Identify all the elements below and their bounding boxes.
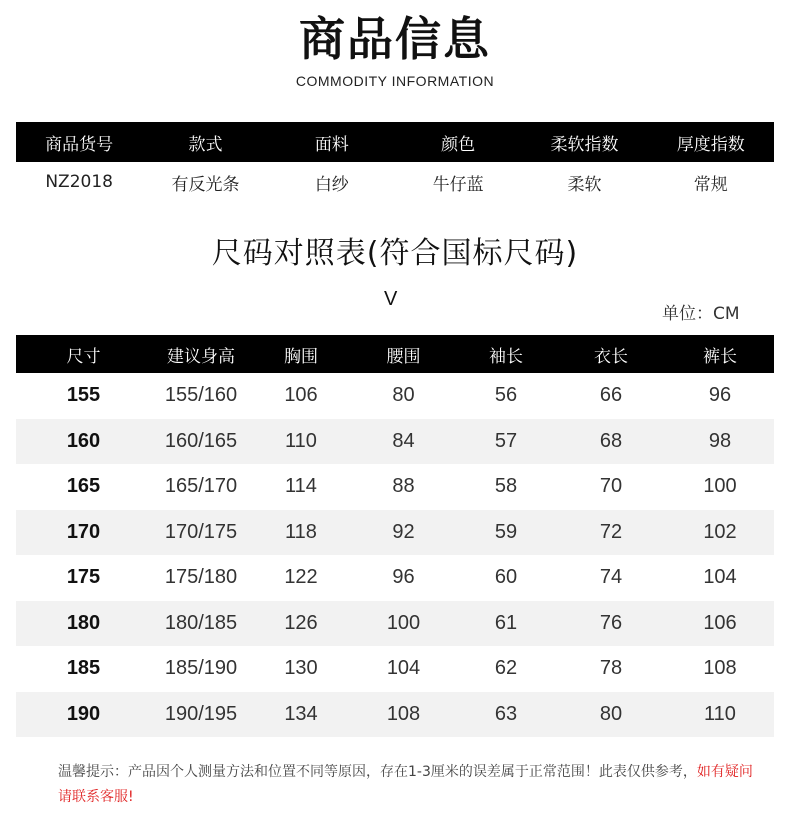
size-header-cell: 腰围 bbox=[386, 346, 421, 367]
size-cell: 185 bbox=[66, 657, 101, 680]
table-row bbox=[16, 464, 774, 510]
table-cell: 92 bbox=[392, 520, 415, 543]
note-text: 温馨提示：产品因个人测量方法和位置不同等原因，存在1-3厘米的误差属于正常范围！此表仅供参考， bbox=[58, 764, 697, 780]
size-chart-mark: V bbox=[384, 288, 398, 310]
table-cell: 180/185 bbox=[164, 611, 238, 634]
size-cell: 190 bbox=[66, 702, 101, 725]
table-row bbox=[16, 555, 774, 601]
info-value-cell: 白纱 bbox=[314, 174, 349, 195]
size-table-header bbox=[16, 335, 774, 373]
table-row bbox=[16, 692, 774, 738]
info-value-cell: NZ2018 bbox=[45, 172, 113, 192]
table-cell: 170/175 bbox=[164, 520, 238, 543]
table-row bbox=[16, 373, 774, 419]
table-cell: 96 bbox=[708, 384, 732, 407]
table-cell: 68 bbox=[599, 429, 623, 452]
table-cell: 160/165 bbox=[164, 429, 238, 452]
table-cell: 74 bbox=[599, 566, 623, 589]
info-header-cell: 商品货号 bbox=[45, 134, 114, 155]
size-chart-title: 尺码对照表(符合国标尺码) bbox=[211, 236, 579, 271]
size-header-cell: 建议身高 bbox=[167, 346, 235, 367]
size-header-cell: 胸围 bbox=[284, 346, 318, 367]
size-header-cell: 裤长 bbox=[703, 346, 737, 367]
size-cell: 165 bbox=[66, 475, 101, 498]
size-cell: 160 bbox=[66, 429, 101, 452]
info-header-cell: 颜色 bbox=[441, 134, 476, 155]
table-cell: 190/195 bbox=[164, 702, 238, 725]
unit-label: 单位：CM bbox=[662, 304, 740, 324]
size-header-cell: 衣长 bbox=[594, 346, 628, 367]
table-cell: 59 bbox=[494, 520, 518, 543]
size-chart-table bbox=[16, 335, 774, 737]
info-value-cell: 有反光条 bbox=[171, 174, 240, 195]
table-cell: 122 bbox=[284, 566, 318, 589]
size-header-cell: 尺寸 bbox=[66, 346, 101, 367]
table-cell: 114 bbox=[285, 475, 317, 498]
table-cell: 102 bbox=[703, 520, 737, 543]
table-cell: 78 bbox=[599, 657, 623, 680]
table-cell: 134 bbox=[284, 702, 318, 725]
size-cell: 180 bbox=[66, 611, 101, 634]
table-cell: 118 bbox=[285, 520, 317, 543]
table-cell: 104 bbox=[703, 566, 737, 589]
info-value-cell: 柔软 bbox=[567, 174, 602, 195]
table-cell: 63 bbox=[494, 702, 518, 725]
table-cell: 185/190 bbox=[164, 657, 238, 680]
info-value-cell: 常规 bbox=[693, 174, 728, 195]
table-row bbox=[16, 601, 774, 647]
table-cell: 110 bbox=[285, 429, 317, 452]
table-cell: 175/180 bbox=[164, 566, 238, 589]
table-cell: 60 bbox=[494, 566, 518, 589]
size-cell: 175 bbox=[66, 566, 101, 589]
table-row bbox=[16, 419, 774, 465]
table-cell: 84 bbox=[392, 429, 415, 452]
table-cell: 106 bbox=[703, 611, 737, 634]
page-subtitle: COMMODITY INFORMATION bbox=[295, 73, 495, 89]
size-cell: 170 bbox=[66, 520, 101, 543]
info-header-cell: 厚度指数 bbox=[676, 134, 745, 155]
table-cell: 57 bbox=[494, 429, 518, 452]
info-value-cell: 牛仔蓝 bbox=[432, 174, 484, 195]
table-cell: 56 bbox=[494, 384, 518, 407]
table-cell: 130 bbox=[284, 657, 318, 680]
table-cell: 80 bbox=[599, 702, 623, 725]
table-cell: 108 bbox=[386, 702, 421, 725]
table-cell: 155/160 bbox=[164, 384, 238, 407]
info-header-cell: 柔软指数 bbox=[550, 134, 619, 155]
table-cell: 106 bbox=[284, 384, 318, 407]
table-cell: 98 bbox=[708, 429, 732, 452]
page-title: 商品信息 bbox=[299, 12, 491, 66]
table-cell: 100 bbox=[703, 475, 737, 498]
table-cell: 72 bbox=[599, 520, 623, 543]
info-header-cell: 款式 bbox=[188, 134, 223, 155]
size-cell: 155 bbox=[66, 384, 101, 407]
table-cell: 66 bbox=[599, 384, 623, 407]
table-cell: 104 bbox=[386, 657, 421, 680]
table-row bbox=[16, 646, 774, 692]
table-cell: 110 bbox=[704, 702, 736, 725]
table-cell: 88 bbox=[392, 475, 415, 498]
table-cell: 61 bbox=[494, 611, 518, 634]
info-header-cell: 面料 bbox=[314, 134, 349, 155]
note-highlight: 如有疑问请联系客服! bbox=[58, 764, 753, 805]
size-header-cell: 袖长 bbox=[489, 346, 523, 367]
table-cell: 96 bbox=[392, 566, 415, 589]
table-cell: 58 bbox=[494, 475, 518, 498]
table-row bbox=[16, 510, 774, 556]
table-cell: 70 bbox=[599, 475, 623, 498]
warm-tip-note bbox=[58, 760, 758, 810]
table-cell: 76 bbox=[599, 611, 623, 634]
info-table-row bbox=[16, 162, 774, 202]
table-cell: 100 bbox=[386, 611, 421, 634]
table-cell: 62 bbox=[494, 657, 518, 680]
info-table-header bbox=[16, 122, 774, 162]
table-cell: 126 bbox=[284, 611, 318, 634]
table-cell: 108 bbox=[703, 657, 737, 680]
table-cell: 80 bbox=[392, 384, 415, 407]
table-cell: 165/170 bbox=[164, 475, 238, 498]
commodity-info-table bbox=[16, 122, 774, 202]
